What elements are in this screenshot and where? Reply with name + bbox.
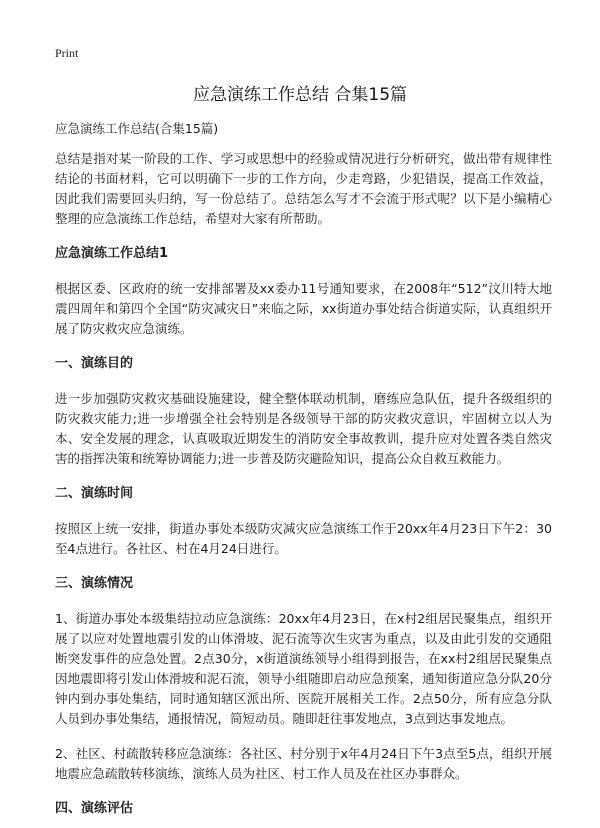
section-heading-summary-1: 应急演练工作总结1 (55, 246, 169, 261)
situation-paragraph-2: 2、社区、村疏散转移应急演练：各社区、村分别于x年4月24日下午3点至5点，组织开展地震应急疏散转移演练，演练人员为社区、村工作人员及在社区办事群众。 (55, 746, 552, 781)
section1-paragraph: 根据区委、区政府的统一安排部署及xx委办11号通知要求，在2008年“512”汶川特大地震四周年和第四个全国“防灾减灾日”来临之际，xx街道办事处结合街道实际，认真组织开展了防灾救灾应急演练。 (55, 281, 552, 336)
page-title: 应急演练工作总结 合集15篇 (192, 85, 408, 105)
situation-paragraph-1: 1、街道办事处本级集结拉动应急演练：20xx年4月23日，在x村2组居民聚集点，组织开展了以应对处置地震引发的山体滑坡、泥石流等次生灾害为重点，以及由此引发的交通阻断突发事件的应急处置。2点30分，x街道演练领导小组得到报告，在xx村2组居民聚集点因地震即将引发山体滑坡和泥石流，领导小组随即启动应急预案，通知街道应急分队20分钟内到办事处集结，同时通知辖区派出所、医院开展相关工作。2点50分，所有应急分队人员到办事处集结，通报情况，简短动员。随即赶往事发地点，3点到达事发地点。 (55, 611, 552, 726)
heading-purpose: 一、演练目的 (55, 356, 134, 371)
document-subtitle: 应急演练工作总结(合集15篇) (55, 121, 219, 136)
time-paragraph: 按照区上统一安排，街道办事处本级防灾减灾应急演练工作于20xx年4月23日下午2：30至4点进行。各社区、村在4月24日进行。 (55, 521, 552, 556)
purpose-paragraph: 进一步加强防灾救灾基础设施建设，健全整体联动机制，磨练应急队伍，提升各级组织的防灾救灾能力;进一步增强全社会特别是各级领导干部的防灾救灾意识，牢固树立以人为本、安全发展的理念，认真吸取近期发生的消防安全事故教训，提升应对处置各类自然灾害的指挥决策和统筹协调能力;进一步普及防灾避险知识，提高公众自救互救能力。 (55, 391, 552, 466)
heading-evaluation: 四、演练评估 (55, 801, 134, 816)
heading-situation: 三、演练情况 (55, 576, 134, 591)
heading-time: 二、演练时间 (55, 486, 134, 501)
intro-paragraph: 总结是指对某一阶段的工作、学习或思想中的经验或情况进行分析研究，做出带有规律性结论的书面材料，它可以明确下一步的工作方向，少走弯路，少犯错误，提高工作效益，因此我们需要回头归纳，写一份总结了。总结怎么写才不会流于形式呢？以下是小编精心整理的应急演练工作总结，希望对大家有所帮助。 (55, 151, 552, 226)
print-link[interactable]: Print (55, 46, 79, 60)
document-body (55, 119, 552, 828)
